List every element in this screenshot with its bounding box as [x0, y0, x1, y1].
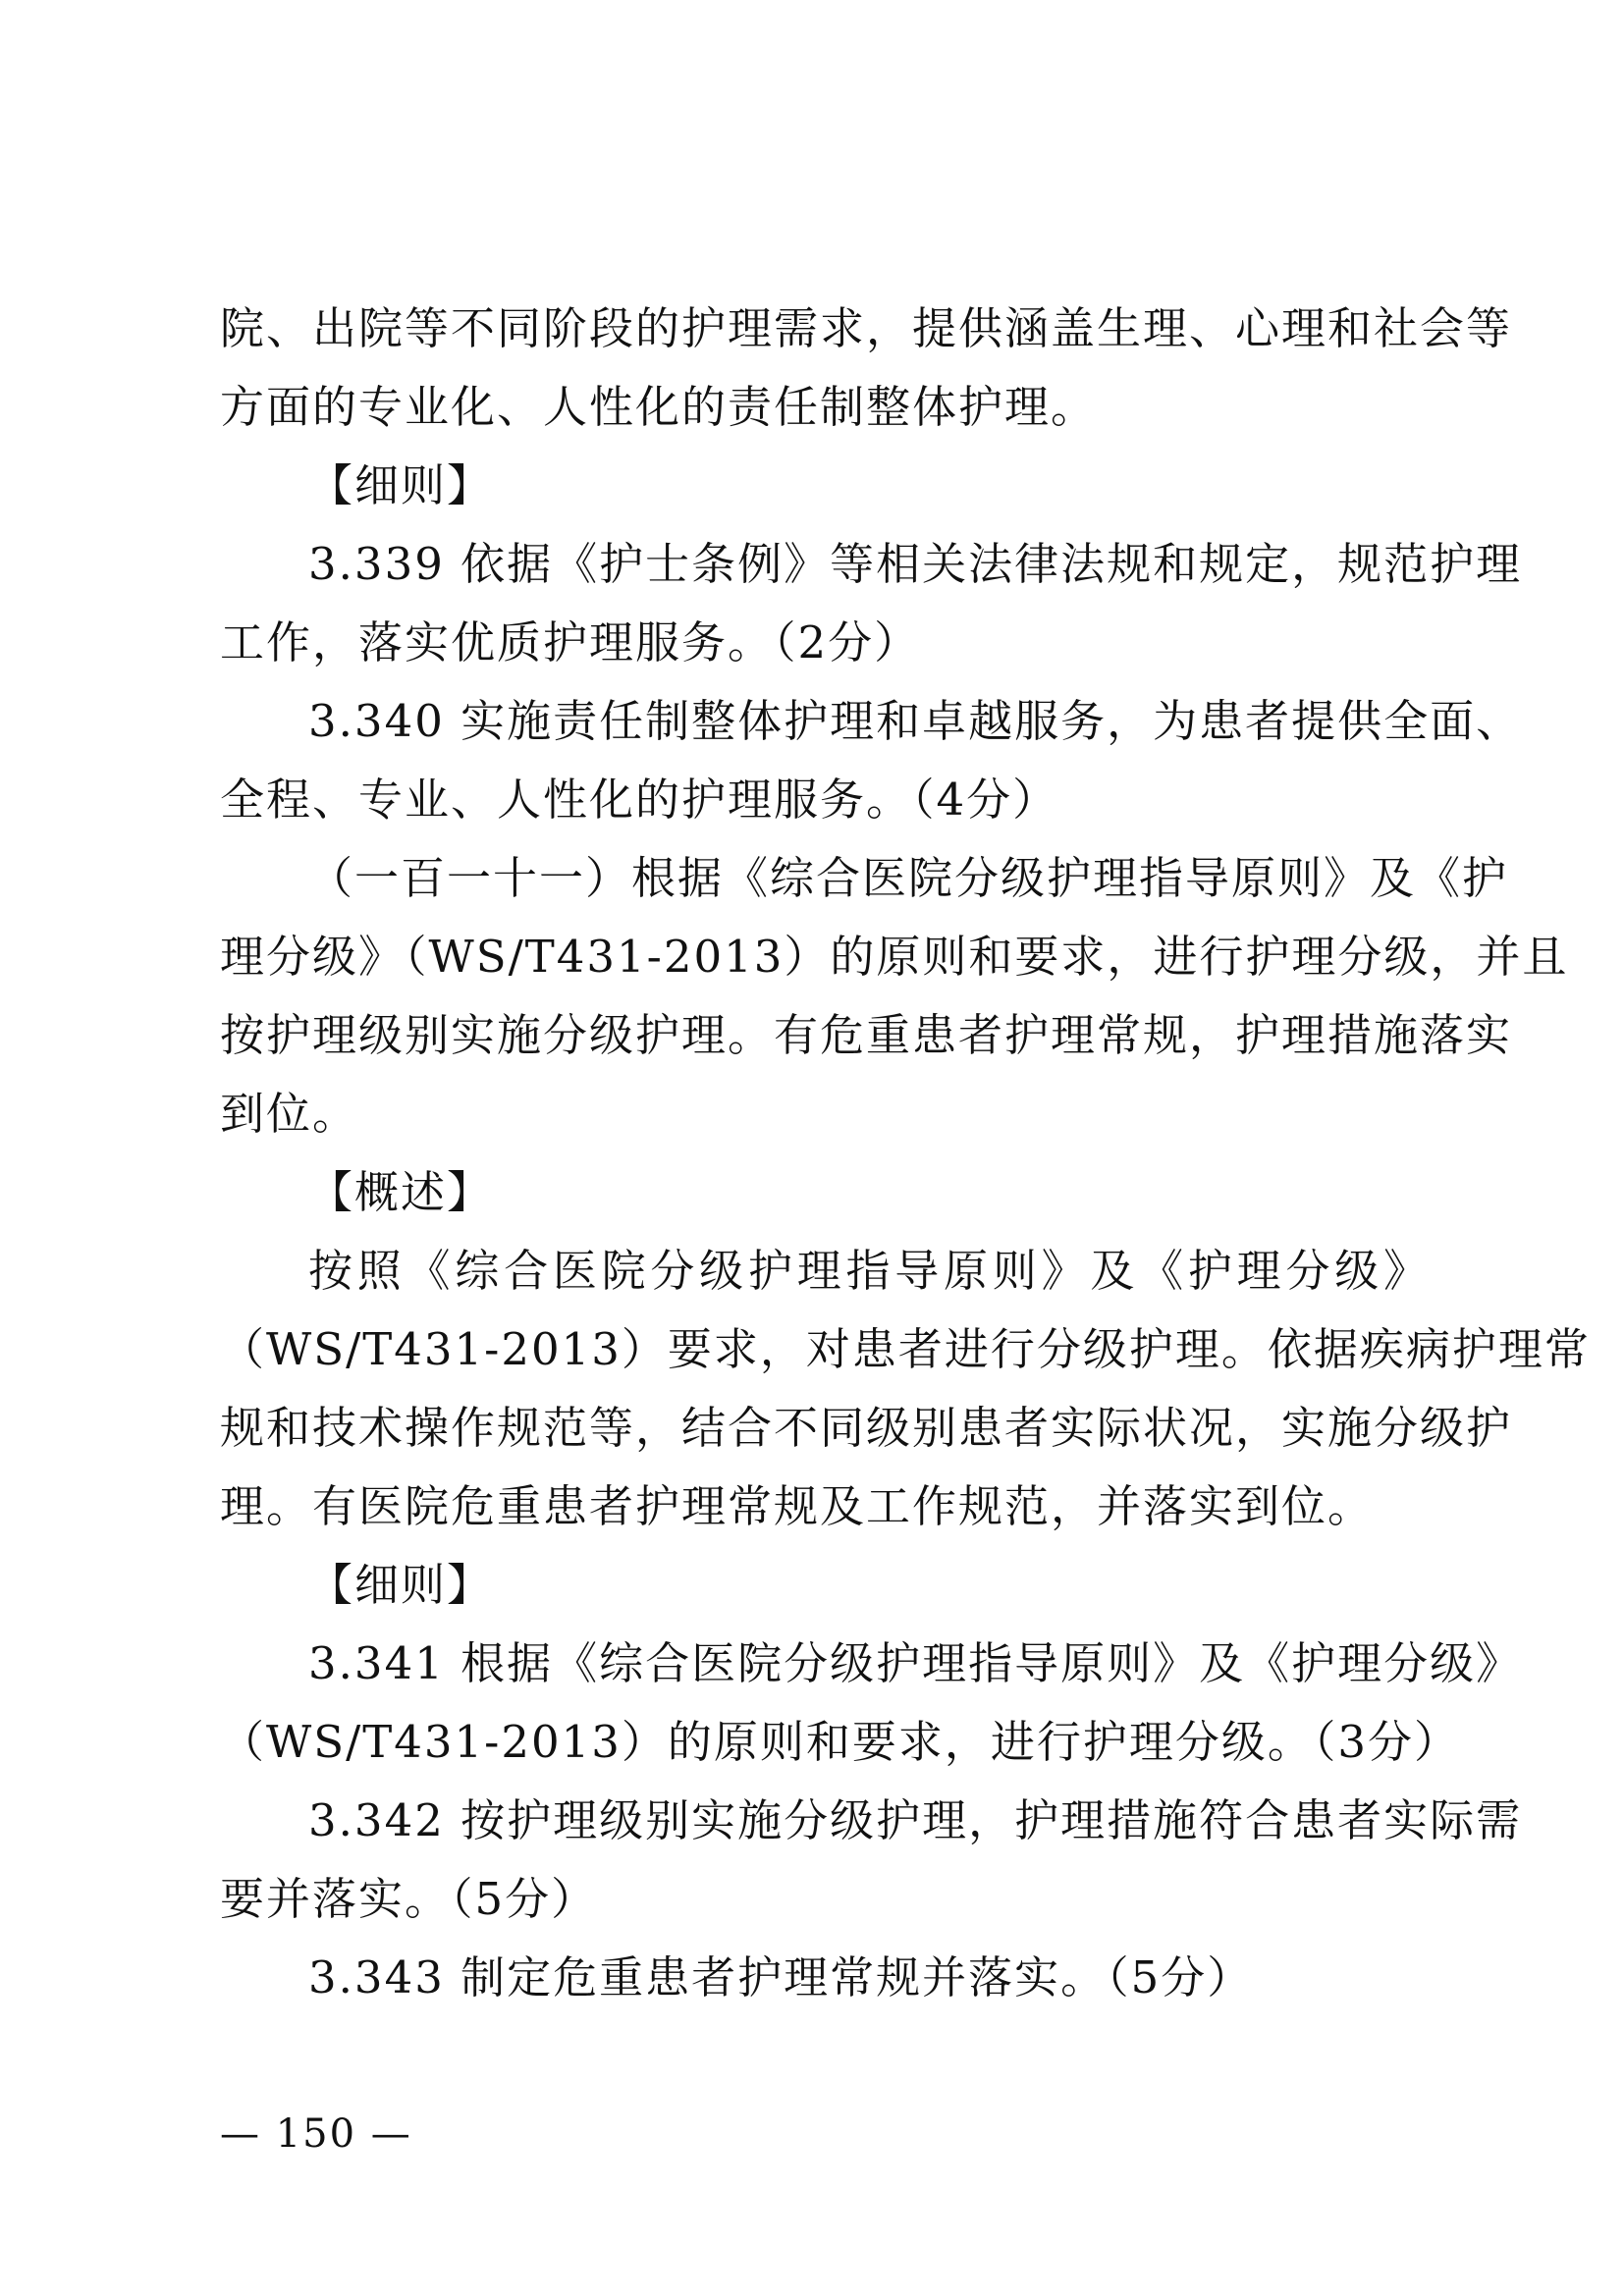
clause-111: （一百一十一）根据《综合医院分级护理指导原则》及《护 — [308, 852, 1509, 904]
body-text-line: （WS/T431-2013）的原则和要求，进行护理分级。（3分） — [220, 1716, 1461, 1768]
rule-item-3-339: 3.339 依据《护士条例》等相关法律法规和规定，规范护理 — [308, 538, 1523, 590]
body-text-line: 规和技术操作规范等，结合不同级别患者实际状况，实施分级护 — [220, 1402, 1513, 1454]
body-text-line: 院、出院等不同阶段的护理需求，提供涵盖生理、心理和社会等 — [220, 302, 1513, 354]
rule-item-3-342: 3.342 按护理级别实施分级护理，护理措施符合患者实际需 — [308, 1794, 1523, 1846]
section-heading-rules: 【细则】 — [308, 1559, 494, 1611]
body-text-line: 全程、专业、人性化的护理服务。（4分） — [220, 774, 1059, 826]
body-text-line: 理分级》（WS/T431-2013）的原则和要求，进行护理分级，并且 — [220, 931, 1569, 983]
body-text-line: 方面的专业化、人性化的责任制整体护理。 — [220, 381, 1098, 433]
body-text-line: 理。有医院危重患者护理常规及工作规范，并落实到位。 — [220, 1480, 1375, 1532]
rule-item-3-340: 3.340 实施责任制整体护理和卓越服务，为患者提供全面、 — [308, 695, 1523, 747]
page-number: — 150 — — [220, 2111, 412, 2157]
overview-text: 按照《综合医院分级护理指导原则》及《护理分级》 — [308, 1245, 1430, 1297]
body-text-line: （WS/T431-2013）要求，对患者进行分级护理。依据疾病护理常 — [220, 1323, 1591, 1375]
body-text-line: 按护理级别实施分级护理。有危重患者护理常规，护理措施落实 — [220, 1009, 1513, 1061]
rule-item-3-343: 3.343 制定危重患者护理常规并落实。（5分） — [308, 1951, 1254, 2003]
rule-item-3-341: 3.341 根据《综合医院分级护理指导原则》及《护理分级》 — [308, 1637, 1523, 1689]
body-text-line: 要并落实。（5分） — [220, 1873, 598, 1925]
body-text-line: 到位。 — [220, 1088, 359, 1140]
section-heading-rules: 【细则】 — [308, 459, 494, 511]
body-text-line: 工作，落实优质护理服务。（2分） — [220, 616, 921, 668]
section-heading-overview: 【概述】 — [308, 1166, 494, 1218]
